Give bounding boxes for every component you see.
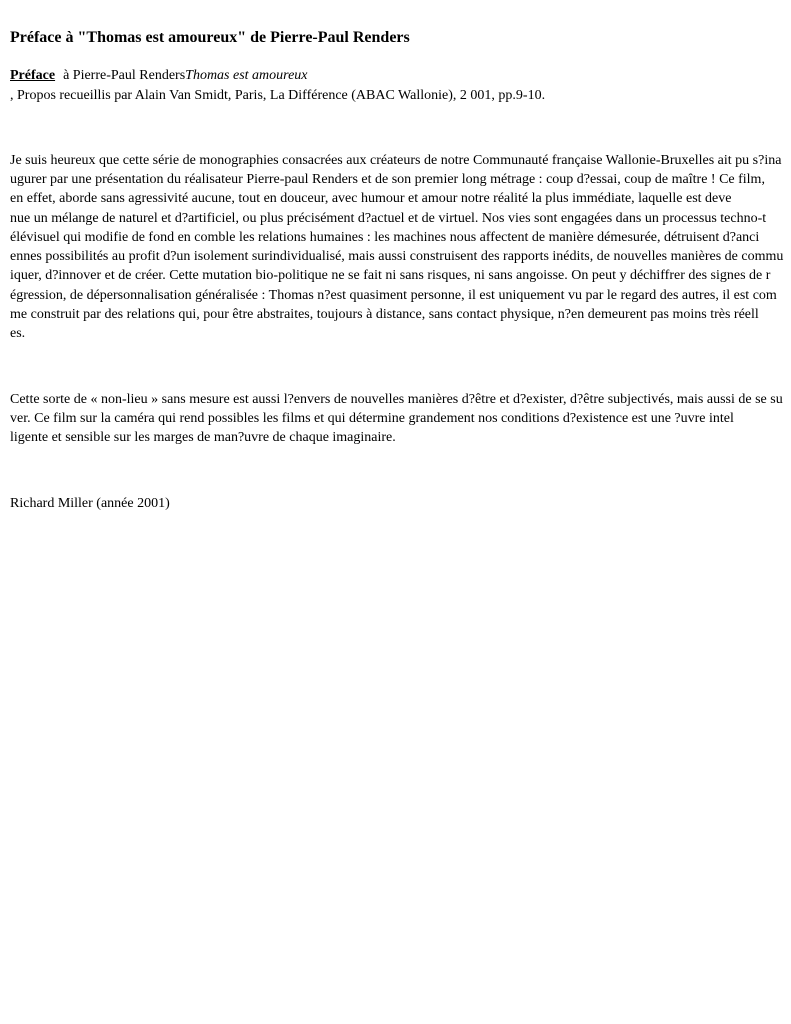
paragraph-line: ugurer par une présentation du réalisateur Pierre-paul Renders et de son premier long métrage : coup d?essai, coup de maître ! Ce film, <box>10 172 765 187</box>
page-title: Préface à "Thomas est amoureux" de Pierre-Paul Renders <box>10 29 410 46</box>
paragraph-line: égression, de dépersonnalisation généralisée : Thomas n?est quasiment personne, il est uniquement vu par le regard des autres, il est com <box>10 288 777 303</box>
paragraph-line: me construit par des relations qui, pour être abstraites, toujours à distance, sans contact physique, n?en demeurent pas moins très réell <box>10 307 759 322</box>
reference-details: , Propos recueillis par Alain Van Smidt, Paris, La Différence (ABAC Wallonie), 2 001, pp.9-10. <box>10 88 546 103</box>
reference-work-title: Thomas est amoureux <box>185 68 308 83</box>
paragraph-line: en effet, aborde sans agressivité aucune, tout en douceur, avec humour et amour notre réalité la plus immédiate, laquelle est deve <box>10 191 732 206</box>
paragraph-line: ligente et sensible sur les marges de man?uvre de chaque imaginaire. <box>10 430 396 445</box>
paragraph-line: ver. Ce film sur la caméra qui rend possibles les films et qui détermine grandement nos conditions d?existence est une ?uvre intel <box>10 411 734 426</box>
reference-author: à Pierre-Paul Renders <box>63 68 186 83</box>
paragraph-line: es. <box>10 326 26 341</box>
reference-line <box>10 66 308 85</box>
reference-label: Préface <box>10 68 56 83</box>
paragraph-line: élévisuel qui modifie de fond en comble les relations humaines : les machines nous affectent de manière démesurée, détruisent d?anci <box>10 230 760 245</box>
paragraph-line: ennes possibilités au profit d?un isolement surindividualisé, mais aussi construisent des rapports inédits, de nouvelles manières de commu <box>10 249 784 264</box>
signature: Richard Miller (année 2001) <box>10 496 170 511</box>
paragraph-line: nue un mélange de naturel et d?artificiel, ou plus précisément d?actuel et de virtuel. Nos vies sont engagées dans un processus techno-t <box>10 211 767 226</box>
paragraph-line: Cette sorte de « non-lieu » sans mesure est aussi l?envers de nouvelles manières d?être et d?exister, d?être subjectivés, mais aussi de se su <box>10 392 783 407</box>
paragraph-line: iquer, d?innover et de créer. Cette mutation bio-politique ne se fait ni sans risques, ni sans angoisse. On peut y déchiffrer des signes de r <box>10 268 771 283</box>
paragraph-line: Je suis heureux que cette série de monographies consacrées aux créateurs de notre Communauté française Wallonie-Bruxelles ait pu s?ina <box>10 153 782 168</box>
